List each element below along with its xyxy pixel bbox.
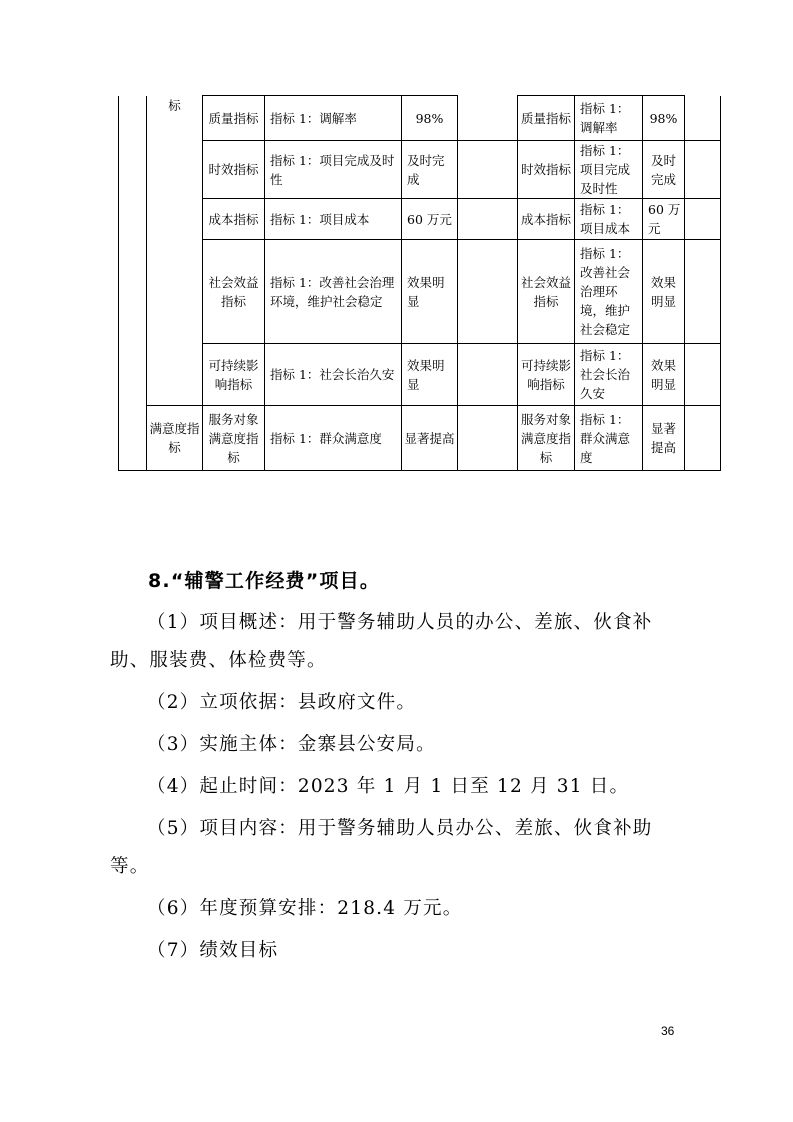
table-cell-value: 及时完成 [402, 141, 458, 199]
table-cell-value: 及时完成 [643, 141, 685, 199]
table-cell-blank [685, 96, 721, 141]
table-cell-category: 质量指标 [518, 96, 575, 141]
table-cell-blank [685, 199, 721, 240]
section-body [110, 562, 690, 970]
paragraph: （2）立项依据：县政府文件。 [147, 692, 417, 713]
table-cell-value: 效果明显 [643, 344, 685, 406]
paragraph: （6）年度预算安排：218.4 万元。 [147, 898, 463, 919]
table-cell-category: 社会效益指标 [203, 240, 265, 344]
table-cell-value: 效果明显 [402, 240, 458, 344]
section-title: 8.“辅警工作经费”项目。 [148, 570, 381, 592]
table-cell-indicator: 指标 1：项目成本 [265, 199, 402, 240]
table-cell-category: 质量指标 [203, 96, 265, 141]
table-cell-category: 时效指标 [203, 141, 265, 199]
table-cell-category: 服务对象满意度指标 [203, 406, 265, 471]
table-cell-category: 服务对象满意度指标 [518, 406, 575, 471]
table-cell-value: 显著提高 [643, 406, 685, 471]
table-cell-value: 效果明显 [402, 344, 458, 406]
table-cell-blank [458, 406, 518, 471]
table-cell-category: 社会效益指标 [518, 240, 575, 344]
table-cell-indicator: 指标 1：群众满意度 [575, 406, 643, 471]
table-cell-group: 标 [147, 96, 203, 406]
paragraph: （3）实施主体：金寨县公安局。 [147, 734, 436, 755]
paragraph: （5）项目内容：用于警务辅助人员办公、差旅、伙食补助等。 [110, 818, 653, 877]
table-cell-category: 成本指标 [518, 199, 575, 240]
table-cell-blank [458, 344, 518, 406]
table-cell-indicator: 指标 1：社会长治久安 [265, 344, 402, 406]
table-cell-category: 可持续影响指标 [203, 344, 265, 406]
paragraph: （7）绩效目标 [147, 940, 279, 961]
table-cell-blank [119, 96, 147, 471]
table-cell-value: 显著提高 [402, 406, 458, 471]
table-cell-value: 98% [402, 96, 458, 141]
table-cell-category: 时效指标 [518, 141, 575, 199]
table-cell-indicator: 指标 1：项目成本 [575, 199, 643, 240]
table-cell-blank [685, 240, 721, 344]
table-cell-indicator: 指标 1：改善社会治理环境，维护社会稳定 [265, 240, 402, 344]
table-cell-indicator: 指标 1：项目完成及时性 [265, 141, 402, 199]
table-cell-blank [458, 141, 518, 199]
table-cell-indicator: 指标 1：群众满意度 [265, 406, 402, 471]
table-cell-blank [458, 199, 518, 240]
table-cell-blank [458, 96, 518, 141]
table-cell-indicator: 指标 1：调解率 [265, 96, 402, 141]
performance-table [118, 95, 721, 471]
table-cell-group: 满意度指标 [147, 406, 203, 471]
table-cell-indicator: 指标 1：调解率 [575, 96, 643, 141]
table-cell-blank [685, 344, 721, 406]
table-cell-indicator: 指标 1：社会长治久安 [575, 344, 643, 406]
table-cell-category: 可持续影响指标 [518, 344, 575, 406]
table-cell-value: 效果明显 [643, 240, 685, 344]
page-number: 36 [661, 1024, 675, 1038]
table-cell-indicator: 指标 1：改善社会治理环境，维护社会稳定 [575, 240, 643, 344]
table-cell-indicator: 指标 1：项目完成及时性 [575, 141, 643, 199]
table-cell-value: 60 万元 [402, 199, 458, 240]
paragraph: （1）项目概述：用于警务辅助人员的办公、差旅、伙食补助、服装费、体检费等。 [110, 612, 653, 671]
paragraph: （4）起止时间：2023 年 1 月 1 日至 12 月 31 日。 [147, 776, 630, 797]
table-cell-value: 60 万元 [643, 199, 685, 240]
table-cell-blank [685, 141, 721, 199]
table-cell-value: 98% [643, 96, 685, 141]
table-cell-category: 成本指标 [203, 199, 265, 240]
table-cell-blank [685, 406, 721, 471]
table-cell-blank [458, 240, 518, 344]
